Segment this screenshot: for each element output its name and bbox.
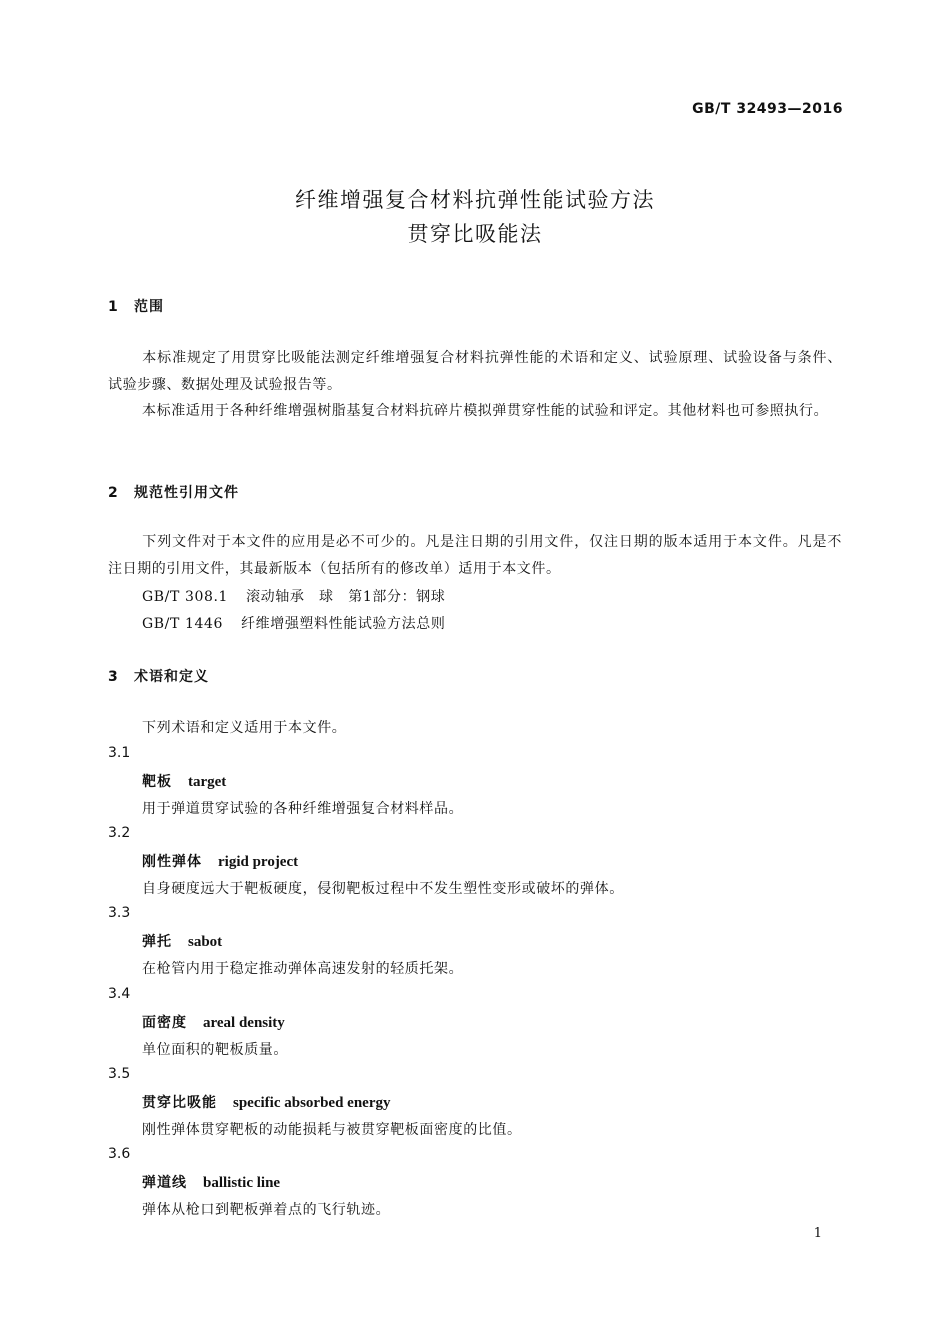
term-heading — [142, 1092, 390, 1112]
section-3-heading — [108, 666, 209, 686]
term-heading — [142, 1012, 285, 1032]
term-english: rigid project — [218, 854, 299, 870]
term-chinese: 面密度 — [142, 1015, 187, 1031]
reference-code: GB/T 1446 — [142, 616, 224, 632]
term-definition: 自身硬度远大于靶板硬度，侵彻靶板过程中不发生塑性变形或破坏的弹体。 — [142, 881, 624, 897]
term-english: areal density — [203, 1015, 285, 1031]
term-number: 3.4 — [108, 986, 131, 1002]
section-1-paragraph-1: 本标准规定了用贯穿比吸能法测定纤维增强复合材料抗弹性能的术语和定义、试验原理、试验设备与条件、试验步骤、数据处理及试验报告等。 — [108, 350, 842, 393]
term-number: 3.3 — [108, 905, 131, 921]
section-title: 范围 — [134, 299, 164, 315]
title-line-2: 贯穿比吸能法 — [407, 222, 543, 246]
term-heading — [142, 851, 298, 871]
term-heading — [142, 931, 222, 951]
term-number: 3.6 — [108, 1146, 131, 1162]
term-definition: 弹体从枪口到靶板弹着点的飞行轨迹。 — [142, 1202, 391, 1218]
section-3-intro: 下列术语和定义适用于本文件。 — [142, 720, 347, 736]
reference-code: GB/T 308.1 — [142, 589, 229, 605]
term-english: sabot — [188, 934, 223, 950]
section-number: 2 — [108, 485, 118, 501]
term-definition: 刚性弹体贯穿靶板的动能损耗与被贯穿靶板面密度的比值。 — [142, 1122, 522, 1138]
term-definition: 单位面积的靶板质量。 — [142, 1042, 288, 1058]
reference-title: 纤维增强塑料性能试验方法总则 — [241, 616, 446, 632]
page-number: 1 — [813, 1226, 822, 1241]
section-2-paragraph-1: 下列文件对于本文件的应用是必不可少的。凡是注日期的引用文件，仅注日期的版本适用于本文件。凡是不注日期的引用文件，其最新版本（包括所有的修改单）适用于本文件。 — [108, 534, 842, 577]
normative-reference — [142, 613, 445, 633]
term-heading — [142, 1172, 280, 1192]
title-line-1: 纤维增强复合材料抗弹性能试验方法 — [295, 188, 655, 212]
reference-title: 滚动轴承 球 第1部分：钢球 — [246, 589, 446, 605]
section-title: 术语和定义 — [134, 669, 209, 685]
term-number: 3.5 — [108, 1066, 131, 1082]
section-2-heading — [108, 482, 239, 502]
term-english: ballistic line — [203, 1175, 281, 1191]
term-heading — [142, 771, 226, 791]
term-number: 3.2 — [108, 825, 131, 841]
term-chinese: 弹道线 — [142, 1175, 187, 1191]
section-1-paragraph-2: 本标准适用于各种纤维增强树脂基复合材料抗碎片模拟弹贯穿性能的试验和评定。其他材料也可参照执行。 — [142, 403, 829, 419]
term-definition: 在枪管内用于稳定推动弹体高速发射的轻质托架。 — [142, 961, 464, 977]
section-title: 规范性引用文件 — [134, 485, 239, 501]
section-1-heading — [108, 296, 164, 316]
term-english: target — [188, 774, 227, 790]
term-chinese: 刚性弹体 — [142, 854, 202, 870]
section-number: 1 — [108, 299, 118, 315]
normative-reference — [142, 586, 445, 606]
term-english: specific absorbed energy — [233, 1095, 391, 1111]
document-code: GB/T 32493—2016 — [692, 101, 843, 117]
term-chinese: 弹托 — [142, 934, 172, 950]
section-number: 3 — [108, 669, 118, 685]
term-chinese: 靶板 — [142, 774, 172, 790]
term-chinese: 贯穿比吸能 — [142, 1095, 217, 1111]
term-number: 3.1 — [108, 745, 131, 761]
term-definition: 用于弹道贯穿试验的各种纤维增强复合材料样品。 — [142, 801, 464, 817]
